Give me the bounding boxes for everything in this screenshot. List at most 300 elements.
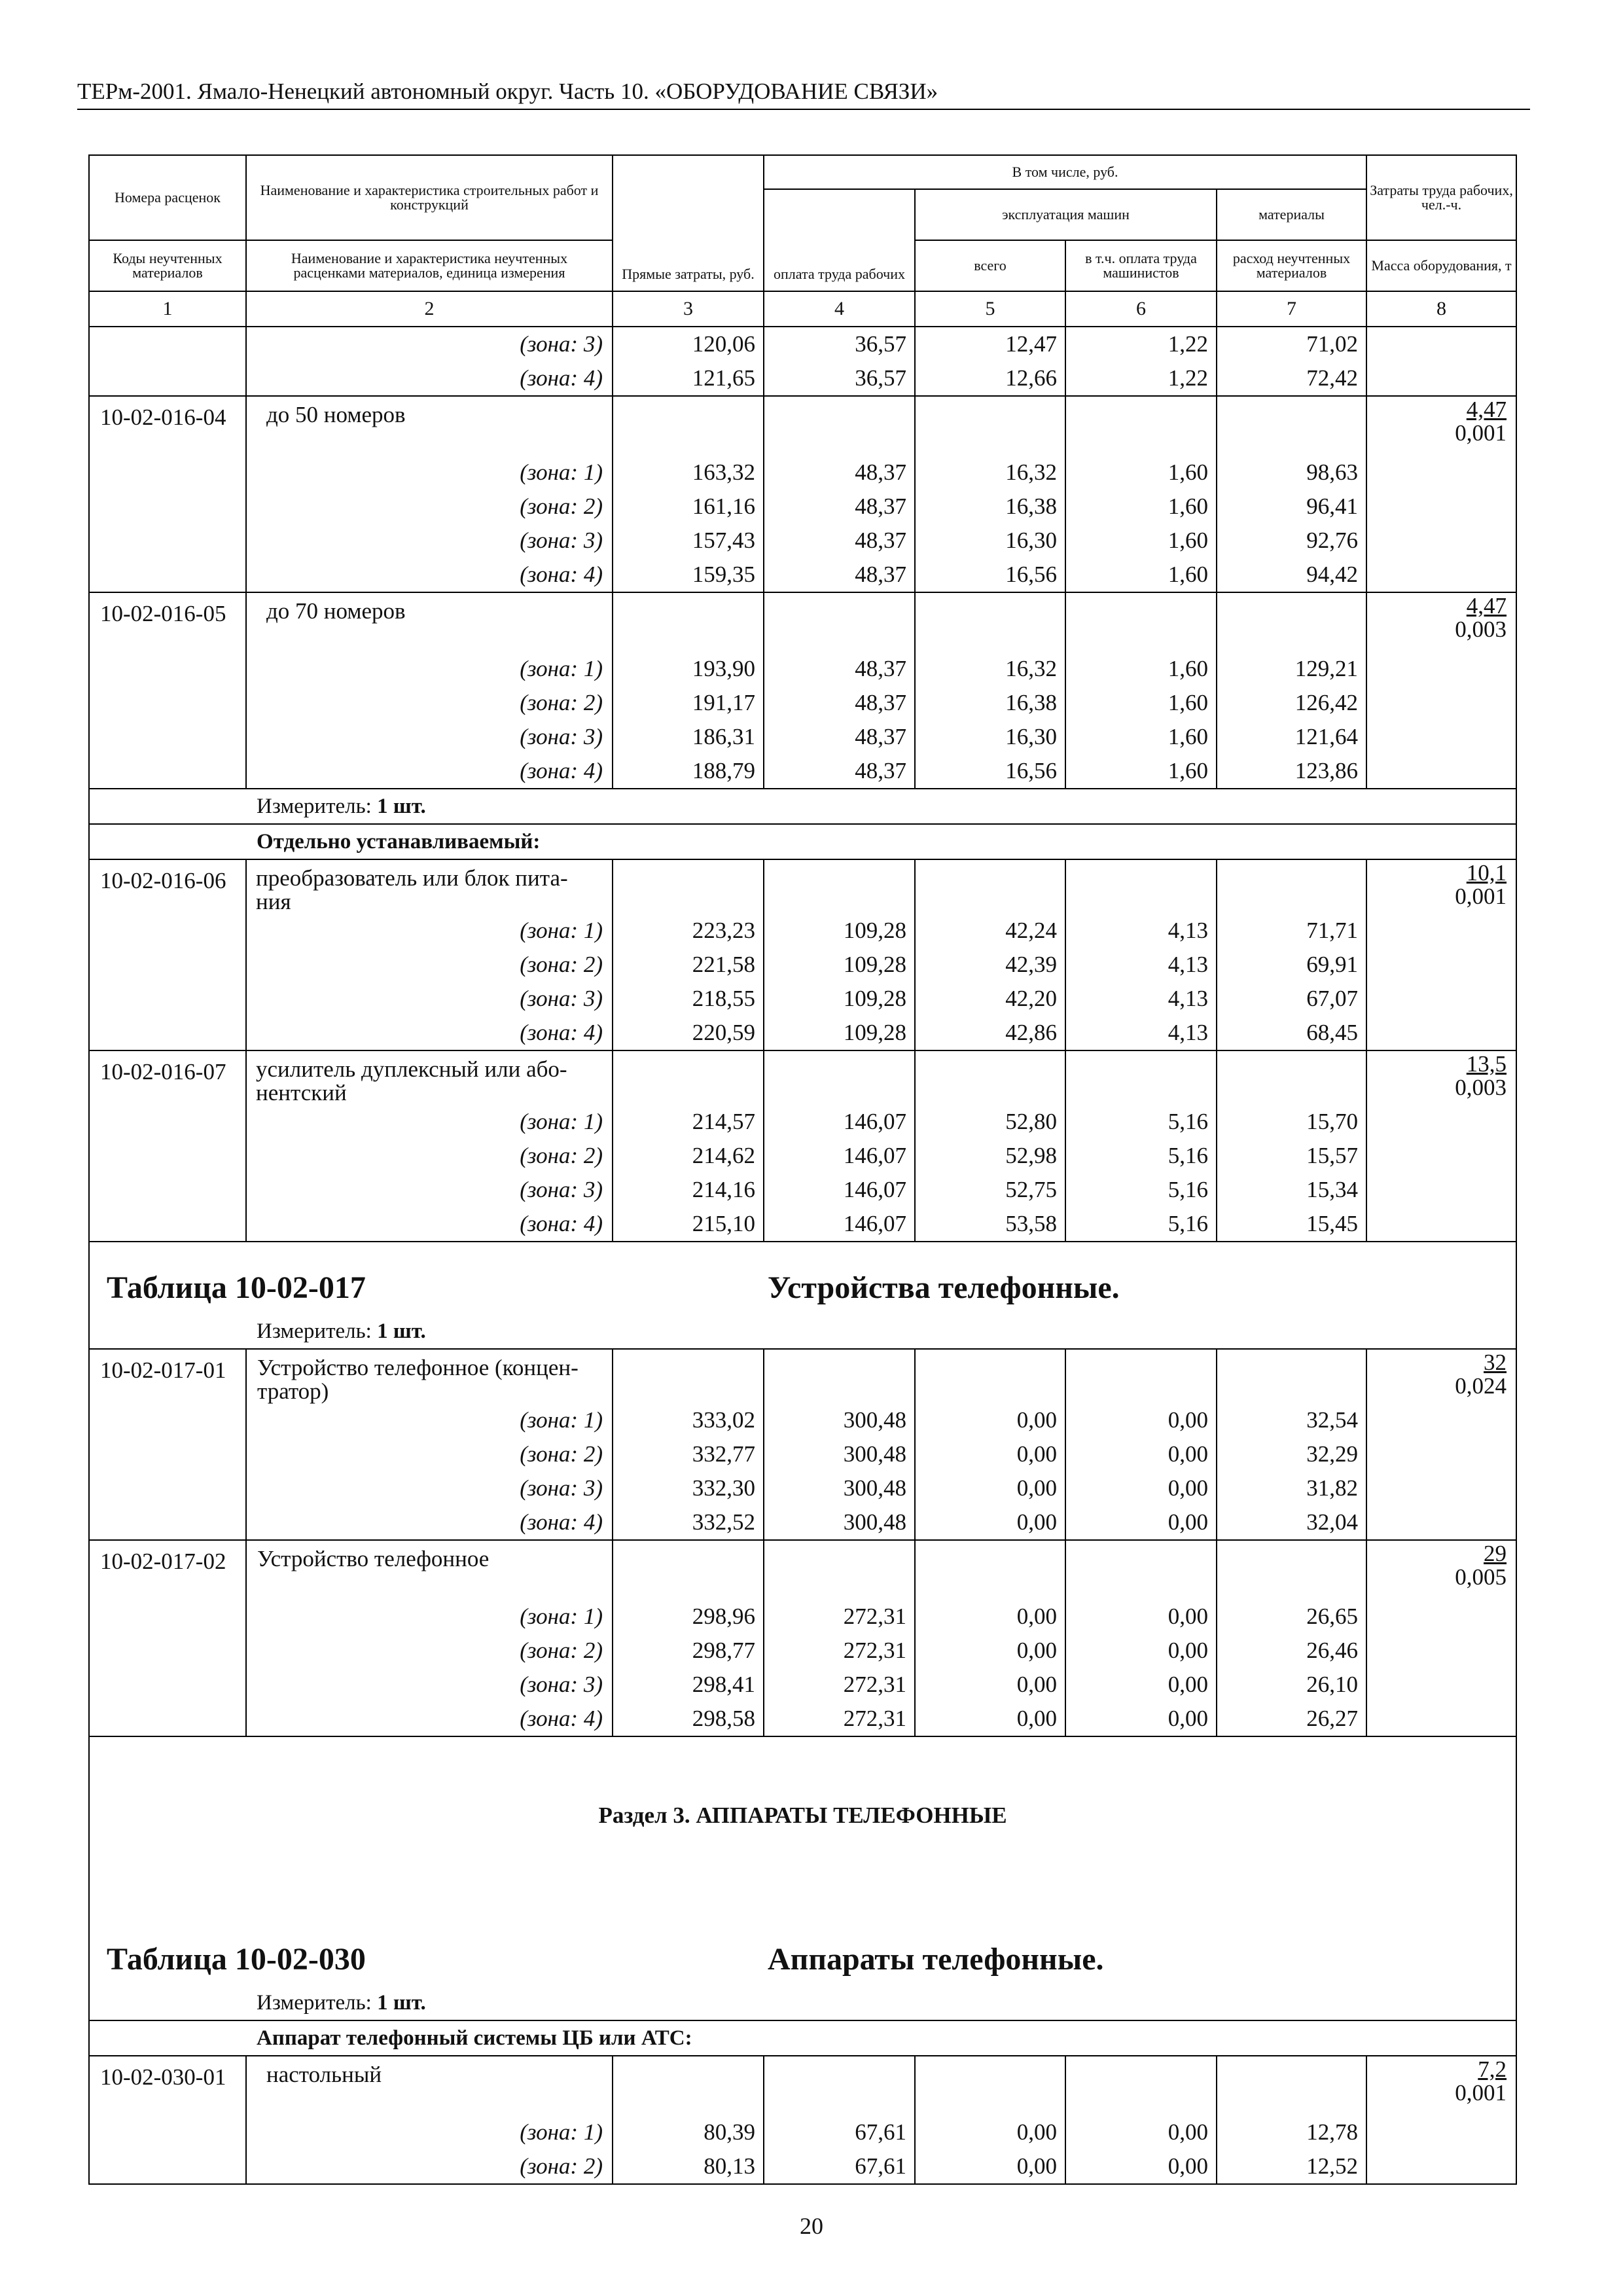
empty-labor-cell: [1366, 652, 1516, 686]
empty-code-cell: [89, 490, 246, 524]
empty-code-cell: [89, 327, 246, 361]
labor-value: 29: [1484, 1541, 1507, 1566]
value-mat: 68,45: [1217, 1016, 1366, 1050]
value-pay: 67,61: [764, 2149, 915, 2184]
zone-row: [89, 1139, 1516, 1173]
value-pay: 48,37: [764, 456, 915, 490]
zone-row: [89, 1634, 1516, 1668]
item-name: [246, 592, 613, 652]
measure-unit: [246, 789, 1516, 824]
value-direct: 223,23: [613, 914, 764, 948]
value-mach: 0,00: [915, 1471, 1065, 1505]
header-mass: Масса оборудования, т: [1366, 240, 1516, 291]
value-mat: 96,41: [1217, 490, 1366, 524]
empty-value-cell: [613, 1349, 764, 1403]
table-017-subtitle: Устройства телефонные.: [764, 1262, 1516, 1314]
item-code: 10-02-016-06: [89, 859, 246, 914]
empty-labor-cell: [1366, 948, 1516, 982]
value-mpay: 4,13: [1065, 982, 1217, 1016]
zone-label: (зона: 2): [246, 2149, 613, 2184]
empty-labor-cell: [1366, 558, 1516, 592]
zone-row: [89, 524, 1516, 558]
value-direct: 332,30: [613, 1471, 764, 1505]
value-mach: 16,56: [915, 754, 1065, 789]
value-mach: 53,58: [915, 1207, 1065, 1242]
mass-value: 0,001: [1455, 2080, 1507, 2106]
item-row: [89, 859, 1516, 914]
value-direct: 120,06: [613, 327, 764, 361]
zone-row: [89, 1668, 1516, 1702]
empty-labor-cell: [1366, 1105, 1516, 1139]
value-pay: 48,37: [764, 720, 915, 754]
measure-label: Измеритель:: [257, 795, 372, 818]
empty-value-cell: [613, 592, 764, 652]
value-pay: 67,61: [764, 2115, 915, 2149]
empty-value-cell: [613, 1540, 764, 1600]
zone-row: [89, 754, 1516, 789]
item-row: [89, 1050, 1516, 1105]
value-mat: 26,27: [1217, 1702, 1366, 1736]
value-mat: 32,04: [1217, 1505, 1366, 1540]
value-direct: 121,65: [613, 361, 764, 396]
value-mat: 15,45: [1217, 1207, 1366, 1242]
value-direct: 218,55: [613, 982, 764, 1016]
value-mat: 12,52: [1217, 2149, 1366, 2184]
item-name: [246, 859, 613, 914]
value-pay: 109,28: [764, 914, 915, 948]
item-name: [246, 1050, 613, 1105]
value-pay: 48,37: [764, 490, 915, 524]
value-mpay: 0,00: [1065, 1471, 1217, 1505]
zone-row: [89, 1505, 1516, 1540]
item-code: 10-02-017-01: [89, 1349, 246, 1403]
empty-code-cell: [89, 982, 246, 1016]
item-row: [89, 592, 1516, 652]
value-mach: 42,20: [915, 982, 1065, 1016]
value-direct: 214,57: [613, 1105, 764, 1139]
item-name: [246, 1349, 613, 1403]
value-direct: 80,13: [613, 2149, 764, 2184]
value-mpay: 5,16: [1065, 1207, 1217, 1242]
measure-unit: [246, 1314, 1516, 1349]
zone-label: (зона: 3): [246, 1668, 613, 1702]
column-number: 2: [246, 291, 613, 327]
empty-value-cell: [1217, 1050, 1366, 1105]
mass-value: 0,001: [1455, 420, 1507, 446]
zone-row: [89, 1016, 1516, 1050]
zone-label: (зона: 3): [246, 327, 613, 361]
value-mach: 16,38: [915, 490, 1065, 524]
value-direct: 80,39: [613, 2115, 764, 2149]
empty-labor-cell: [1366, 1173, 1516, 1207]
header-name-bottom: Наименование и характеристика неучтенных расценками материалов, единица измерения: [246, 240, 613, 291]
value-pay: 36,57: [764, 361, 915, 396]
value-mpay: 4,13: [1065, 948, 1217, 982]
value-mach: 0,00: [915, 1702, 1065, 1736]
zone-label: (зона: 2): [246, 490, 613, 524]
zone-label: (зона: 4): [246, 1702, 613, 1736]
value-pay: 272,31: [764, 1702, 915, 1736]
empty-value-cell: [613, 1050, 764, 1105]
item-name-line: преобразователь или блок пита-: [256, 865, 568, 891]
item-code: 10-02-016-07: [89, 1050, 246, 1105]
zone-label: (зона: 3): [246, 720, 613, 754]
value-mpay: 0,00: [1065, 1600, 1217, 1634]
item-name: [246, 1540, 613, 1600]
value-direct: 163,32: [613, 456, 764, 490]
empty-code-cell: [89, 824, 246, 859]
value-mach: 16,32: [915, 456, 1065, 490]
value-pay: 272,31: [764, 1634, 915, 1668]
item-name-line: Устройство телефонное: [257, 1546, 490, 1571]
labor-mass-fraction: [1366, 1349, 1516, 1403]
empty-labor-cell: [1366, 2115, 1516, 2149]
value-pay: 300,48: [764, 1471, 915, 1505]
empty-code-cell: [89, 686, 246, 720]
empty-labor-cell: [1366, 361, 1516, 396]
labor-mass-fraction: [1366, 592, 1516, 652]
measure-value: 1 шт.: [377, 795, 426, 818]
empty-value-cell: [764, 1050, 915, 1105]
item-name-line: тратор): [257, 1378, 329, 1404]
value-mat: 32,54: [1217, 1403, 1366, 1437]
value-direct: 159,35: [613, 558, 764, 592]
empty-labor-cell: [1366, 1016, 1516, 1050]
value-mpay: 1,60: [1065, 524, 1217, 558]
measure-value: 1 шт.: [377, 1319, 426, 1343]
value-mpay: 4,13: [1065, 914, 1217, 948]
value-mat: 94,42: [1217, 558, 1366, 592]
value-mpay: 0,00: [1065, 1505, 1217, 1540]
labor-mass-fraction: [1366, 859, 1516, 914]
empty-code-cell: [89, 1634, 246, 1668]
value-mat: 121,64: [1217, 720, 1366, 754]
column-number: 7: [1217, 291, 1366, 327]
value-mat: 126,42: [1217, 686, 1366, 720]
empty-value-cell: [764, 2056, 915, 2115]
value-mach: 16,32: [915, 652, 1065, 686]
empty-code-cell: [89, 1314, 246, 1349]
value-mat: 26,65: [1217, 1600, 1366, 1634]
column-number: 5: [915, 291, 1065, 327]
value-pay: 272,31: [764, 1600, 915, 1634]
apparatus-note: Аппарат телефонный системы ЦБ или АТС:: [246, 2020, 1516, 2056]
value-pay: 146,07: [764, 1105, 915, 1139]
zone-row: [89, 2149, 1516, 2184]
value-pay: 109,28: [764, 1016, 915, 1050]
item-name-line: до 50 номеров: [266, 402, 406, 427]
value-mach: 52,80: [915, 1105, 1065, 1139]
zone-row: [89, 327, 1516, 361]
empty-code-cell: [89, 1173, 246, 1207]
empty-value-cell: [1217, 592, 1366, 652]
empty-labor-cell: [1366, 1403, 1516, 1437]
empty-labor-cell: [1366, 1702, 1516, 1736]
zone-label: (зона: 4): [246, 1016, 613, 1050]
empty-value-cell: [1065, 1540, 1217, 1600]
value-mach: 0,00: [915, 1505, 1065, 1540]
value-mach: 0,00: [915, 1437, 1065, 1471]
value-mpay: 5,16: [1065, 1105, 1217, 1139]
zone-row: [89, 490, 1516, 524]
item-name-line: настольный: [266, 2062, 382, 2087]
value-mat: 15,57: [1217, 1139, 1366, 1173]
value-mach: 0,00: [915, 1668, 1065, 1702]
empty-value-cell: [1065, 1050, 1217, 1105]
value-mpay: 5,16: [1065, 1173, 1217, 1207]
value-pay: 36,57: [764, 327, 915, 361]
labor-mass-fraction: [1366, 2056, 1516, 2115]
zone-label: (зона: 2): [246, 1139, 613, 1173]
value-direct: 214,16: [613, 1173, 764, 1207]
empty-labor-cell: [1366, 524, 1516, 558]
labor-value: 4,47: [1466, 593, 1507, 619]
header-machines-pay: в т.ч. оплата труда машинистов: [1065, 240, 1217, 291]
header-labor: Затраты труда рабочих, чел.-ч.: [1366, 155, 1516, 240]
empty-code-cell: [89, 1600, 246, 1634]
item-row: [89, 396, 1516, 456]
empty-labor-cell: [1366, 914, 1516, 948]
value-mach: 0,00: [915, 2149, 1065, 2184]
labor-value: 4,47: [1466, 397, 1507, 422]
empty-value-cell: [1217, 396, 1366, 456]
zone-row: [89, 361, 1516, 396]
spacer: [89, 1894, 1516, 1933]
empty-code-cell: [89, 456, 246, 490]
running-header: ТЕРм-2001. Ямало-Ненецкий автономный округ. Часть 10. «ОБОРУДОВАНИЕ СВЯЗИ»: [77, 77, 1530, 110]
zone-row: [89, 686, 1516, 720]
empty-code-cell: [89, 361, 246, 396]
measure-label: Измеритель:: [257, 1991, 372, 2015]
zone-label: (зона: 1): [246, 914, 613, 948]
value-pay: 300,48: [764, 1437, 915, 1471]
value-direct: 298,58: [613, 1702, 764, 1736]
value-mat: 12,78: [1217, 2115, 1366, 2149]
empty-labor-cell: [1366, 1139, 1516, 1173]
item-row: [89, 1349, 1516, 1403]
value-direct: 332,52: [613, 1505, 764, 1540]
value-mat: 123,86: [1217, 754, 1366, 789]
value-mach: 12,66: [915, 361, 1065, 396]
zone-label: (зона: 1): [246, 1105, 613, 1139]
value-mpay: 0,00: [1065, 2149, 1217, 2184]
value-mpay: 0,00: [1065, 2115, 1217, 2149]
zone-label: (зона: 4): [246, 361, 613, 396]
value-pay: 300,48: [764, 1505, 915, 1540]
value-pay: 109,28: [764, 948, 915, 982]
header-direct: Прямые затраты, руб.: [613, 155, 764, 291]
zone-label: (зона: 2): [246, 1437, 613, 1471]
column-number: 8: [1366, 291, 1516, 327]
value-pay: 146,07: [764, 1173, 915, 1207]
item-code: 10-02-017-02: [89, 1540, 246, 1600]
item-name: [246, 396, 613, 456]
value-mach: 52,98: [915, 1139, 1065, 1173]
zone-row: [89, 456, 1516, 490]
labor-value: 32: [1484, 1350, 1507, 1375]
value-mach: 42,39: [915, 948, 1065, 982]
empty-code-cell: [89, 2149, 246, 2184]
value-direct: 214,62: [613, 1139, 764, 1173]
labor-value: 10,1: [1466, 860, 1507, 886]
zone-label: (зона: 4): [246, 1505, 613, 1540]
empty-code-cell: [89, 652, 246, 686]
labor-mass-fraction: [1366, 1540, 1516, 1600]
header-machines: эксплуатация машин: [915, 189, 1217, 240]
value-mat: 71,02: [1217, 327, 1366, 361]
zone-row: [89, 720, 1516, 754]
empty-code-cell: [89, 1986, 246, 2020]
zone-label: (зона: 1): [246, 2115, 613, 2149]
item-code: 10-02-016-05: [89, 592, 246, 652]
value-mat: 92,76: [1217, 524, 1366, 558]
labor-mass-fraction: [1366, 1050, 1516, 1105]
header-machines-total: всего: [915, 240, 1065, 291]
empty-code-cell: [89, 2020, 246, 2056]
zone-label: (зона: 2): [246, 1634, 613, 1668]
value-direct: 333,02: [613, 1403, 764, 1437]
empty-labor-cell: [1366, 2149, 1516, 2184]
empty-value-cell: [915, 1540, 1065, 1600]
spacer: [89, 1242, 1516, 1262]
value-mat: 72,42: [1217, 361, 1366, 396]
empty-labor-cell: [1366, 1668, 1516, 1702]
value-direct: 298,77: [613, 1634, 764, 1668]
empty-code-cell: [89, 720, 246, 754]
empty-labor-cell: [1366, 490, 1516, 524]
zone-row: [89, 558, 1516, 592]
empty-code-cell: [89, 1505, 246, 1540]
empty-value-cell: [764, 592, 915, 652]
empty-code-cell: [89, 754, 246, 789]
zone-label: (зона: 3): [246, 524, 613, 558]
empty-code-cell: [89, 1105, 246, 1139]
zone-row: [89, 2115, 1516, 2149]
value-mat: 32,29: [1217, 1437, 1366, 1471]
measure-unit: [246, 1986, 1516, 2020]
value-mpay: 0,00: [1065, 1634, 1217, 1668]
item-row: [89, 1540, 1516, 1600]
installation-note: Отдельно устанавливаемый:: [246, 824, 1516, 859]
zone-label: (зона: 1): [246, 1403, 613, 1437]
value-mpay: 1,60: [1065, 754, 1217, 789]
empty-labor-cell: [1366, 720, 1516, 754]
zone-row: [89, 1403, 1516, 1437]
empty-labor-cell: [1366, 1634, 1516, 1668]
empty-labor-cell: [1366, 754, 1516, 789]
value-mpay: 5,16: [1065, 1139, 1217, 1173]
value-mat: 67,07: [1217, 982, 1366, 1016]
labor-value: 13,5: [1466, 1051, 1507, 1077]
zone-label: (зона: 3): [246, 1173, 613, 1207]
zone-row: [89, 1207, 1516, 1242]
value-mpay: 0,00: [1065, 1702, 1217, 1736]
value-direct: 298,41: [613, 1668, 764, 1702]
zone-row: [89, 1471, 1516, 1505]
zone-label: (зона: 2): [246, 948, 613, 982]
value-mpay: 1,60: [1065, 558, 1217, 592]
empty-value-cell: [915, 592, 1065, 652]
table-017-title: Таблица 10-02-017: [89, 1262, 764, 1314]
zone-row: [89, 1702, 1516, 1736]
empty-value-cell: [1217, 859, 1366, 914]
empty-labor-cell: [1366, 1471, 1516, 1505]
empty-labor-cell: [1366, 1505, 1516, 1540]
value-mach: 42,86: [915, 1016, 1065, 1050]
value-pay: 48,37: [764, 524, 915, 558]
empty-labor-cell: [1366, 1207, 1516, 1242]
empty-value-cell: [915, 1349, 1065, 1403]
value-direct: 191,17: [613, 686, 764, 720]
column-number: 4: [764, 291, 915, 327]
empty-labor-cell: [1366, 686, 1516, 720]
item-name: [246, 2056, 613, 2115]
value-mach: 16,30: [915, 524, 1065, 558]
labor-mass-fraction: [1366, 396, 1516, 456]
header-name-top: Наименование и характеристика строительных работ и конструкций: [246, 155, 613, 240]
empty-code-cell: [89, 1403, 246, 1437]
mass-value: 0,003: [1455, 1075, 1507, 1100]
value-mat: 129,21: [1217, 652, 1366, 686]
empty-code-cell: [89, 558, 246, 592]
column-number: 6: [1065, 291, 1217, 327]
item-code: 10-02-016-04: [89, 396, 246, 456]
value-mach: 16,38: [915, 686, 1065, 720]
zone-row: [89, 1105, 1516, 1139]
empty-value-cell: [1217, 1349, 1366, 1403]
header-labor-pay: оплата труда рабочих: [764, 189, 915, 291]
zone-label: (зона: 1): [246, 456, 613, 490]
value-mpay: 1,60: [1065, 652, 1217, 686]
empty-labor-cell: [1366, 327, 1516, 361]
mass-value: 0,024: [1455, 1373, 1507, 1399]
item-name-line: до 70 номеров: [266, 598, 406, 624]
item-code: 10-02-030-01: [89, 2056, 246, 2115]
value-pay: 146,07: [764, 1139, 915, 1173]
item-name-line: ния: [256, 889, 291, 914]
value-mpay: 1,60: [1065, 490, 1217, 524]
empty-code-cell: [89, 1702, 246, 1736]
empty-code-cell: [89, 1139, 246, 1173]
empty-value-cell: [764, 1349, 915, 1403]
item-name-line: нентский: [256, 1080, 347, 1105]
zone-label: (зона: 3): [246, 1471, 613, 1505]
value-mach: 42,24: [915, 914, 1065, 948]
empty-code-cell: [89, 789, 246, 824]
empty-value-cell: [1065, 592, 1217, 652]
empty-value-cell: [1065, 1349, 1217, 1403]
empty-code-cell: [89, 914, 246, 948]
empty-value-cell: [1065, 2056, 1217, 2115]
mass-value: 0,001: [1455, 884, 1507, 909]
value-mach: 16,56: [915, 558, 1065, 592]
measure-label: Измеритель:: [257, 1319, 372, 1343]
table-030-subtitle: Аппараты телефонные.: [764, 1933, 1516, 1986]
empty-value-cell: [915, 2056, 1065, 2115]
rates-table: [88, 154, 1517, 2185]
zone-label: (зона: 1): [246, 652, 613, 686]
zone-row: [89, 1173, 1516, 1207]
empty-value-cell: [613, 859, 764, 914]
column-number: 3: [613, 291, 764, 327]
zone-label: (зона: 4): [246, 1207, 613, 1242]
value-mach: 0,00: [915, 2115, 1065, 2149]
empty-code-cell: [89, 1016, 246, 1050]
empty-code-cell: [89, 948, 246, 982]
empty-labor-cell: [1366, 982, 1516, 1016]
value-direct: 220,59: [613, 1016, 764, 1050]
empty-value-cell: [915, 396, 1065, 456]
